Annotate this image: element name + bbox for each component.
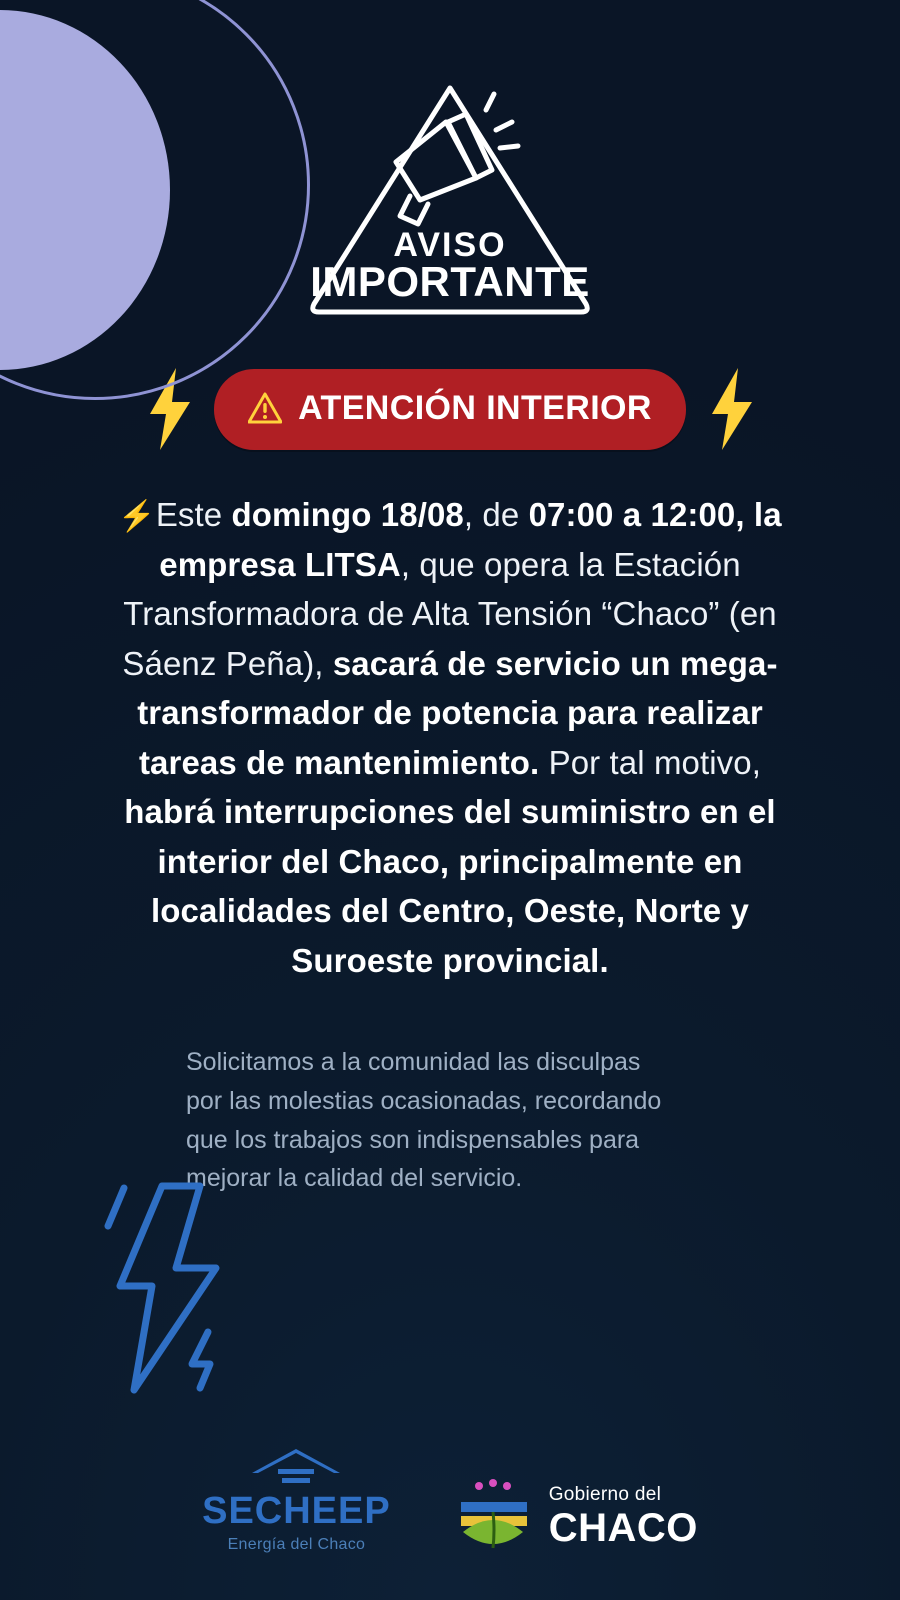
secheep-mark-icon <box>248 1447 344 1487</box>
government-top-line: Gobierno del <box>548 1483 662 1505</box>
announcement-segment: , de <box>463 496 529 533</box>
apology-note <box>90 1043 810 1198</box>
announcement-lead-icon: ⚡ <box>118 500 156 533</box>
header-line-1: AVISO <box>393 226 507 265</box>
announcement-body <box>122 496 781 979</box>
warning-triangle-icon <box>248 392 282 424</box>
attention-label: ATENCIÓN INTERIOR <box>298 388 652 427</box>
header-line-2: IMPORTANTE <box>310 257 590 305</box>
secheep-tagline: Energía del Chaco <box>227 1536 366 1553</box>
announcement-segment: Por tal motivo, <box>539 743 762 781</box>
announcement-segment-bold: sacará de servicio un mega-transformador de potencia para realizar tareas de mantenimiento. <box>137 644 778 781</box>
announcement-segment-bold: domingo 18/08 <box>231 496 464 533</box>
secheep-name: SECHEEP <box>202 1490 391 1532</box>
lightning-bolts-icon <box>104 1182 234 1397</box>
government-logo <box>453 1478 698 1554</box>
announcement-segment-bold: habrá interrupciones del suministro en el interior del Chaco, principalmente en localidades del Centro, Oeste, Norte y Suroeste provincial. <box>124 793 776 979</box>
announcement-text <box>110 490 790 985</box>
logo-row <box>0 1447 900 1554</box>
secheep-logo <box>202 1447 391 1554</box>
decorative-ring <box>0 0 310 400</box>
announcement-segment-bold: 07:00 a 12:00, la empresa LITSA <box>159 496 782 583</box>
header-badge <box>300 70 600 320</box>
header-title <box>310 226 590 320</box>
apology-note-text: Solicitamos a la comunidad las disculpas por las molestias ocasionadas, recordando que los trabajos son indispensables para mejorar la calidad del servicio. <box>186 1048 662 1193</box>
status-badge <box>214 369 686 450</box>
announcement-segment: , que opera la Estación Transformadora de Alta Tensión “Chaco” (en Sáenz Peña), <box>122 545 777 682</box>
announcement-segment: Este <box>155 496 232 533</box>
government-main-line: CHACO <box>548 1505 698 1550</box>
lightning-bolt-icon <box>708 366 754 452</box>
chaco-emblem-icon <box>453 1478 535 1554</box>
